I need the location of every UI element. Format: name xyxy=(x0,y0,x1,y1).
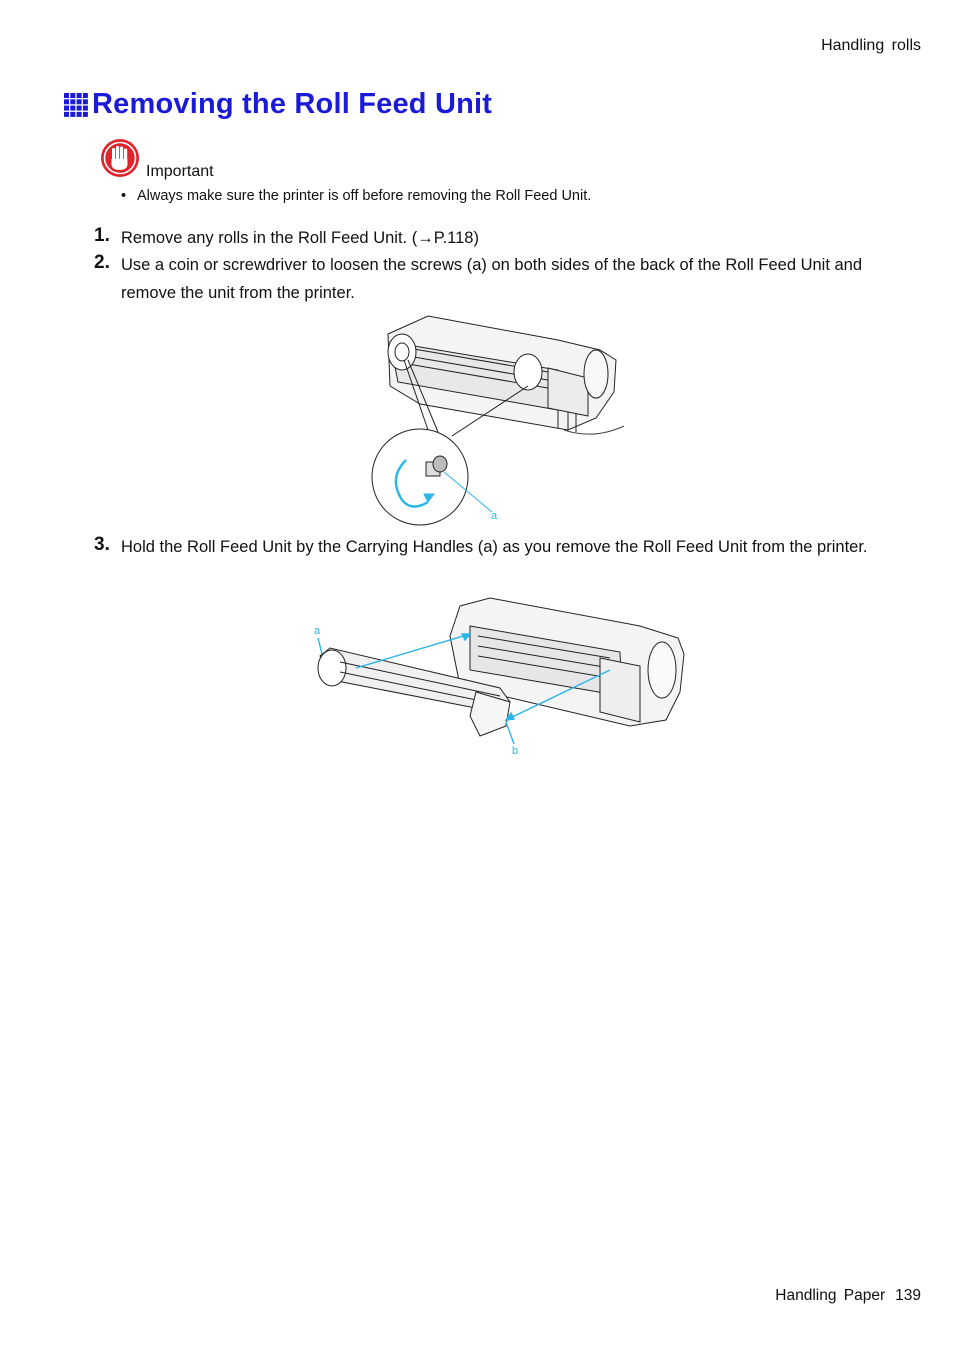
running-header: Handling rolls xyxy=(821,37,921,54)
step-2-number: 2. xyxy=(94,252,110,273)
page-footer xyxy=(775,1287,921,1305)
page-title: Removing the Roll Feed Unit xyxy=(92,88,493,120)
figure2-callout-a: a xyxy=(314,625,321,637)
step-3-text: Hold the Roll Feed Unit by the Carrying Handles (a) as you remove the Roll Feed Unit from the printer. xyxy=(121,538,868,556)
bullet-dot: • xyxy=(121,188,127,204)
step-1-number: 1. xyxy=(94,225,110,246)
step-3-number: 3. xyxy=(94,534,110,555)
important-label: Important xyxy=(146,163,214,180)
section-grid-icon xyxy=(64,93,88,117)
footer-chapter: Handling Paper xyxy=(775,1287,886,1304)
figure-screw-removal xyxy=(368,312,630,527)
important-bullet xyxy=(121,188,591,204)
figure1-callout-a: a xyxy=(491,510,498,522)
step-1-text: Remove any rolls in the Roll Feed Unit. (→P.118) xyxy=(121,229,479,247)
step-2-text: Use a coin or screwdriver to loosen the screws (a) on both sides of the back of the Roll Feed Unit and remove the unit from the printer. xyxy=(121,256,863,302)
important-bullet-text: Always make sure the printer is off before removing the Roll Feed Unit. xyxy=(137,188,592,204)
section-title-row xyxy=(64,88,492,121)
page-number: 139 xyxy=(895,1287,921,1304)
figure-unit-removal xyxy=(310,596,690,761)
important-hand-icon xyxy=(100,138,142,180)
figure2-callout-b: b xyxy=(512,745,519,757)
